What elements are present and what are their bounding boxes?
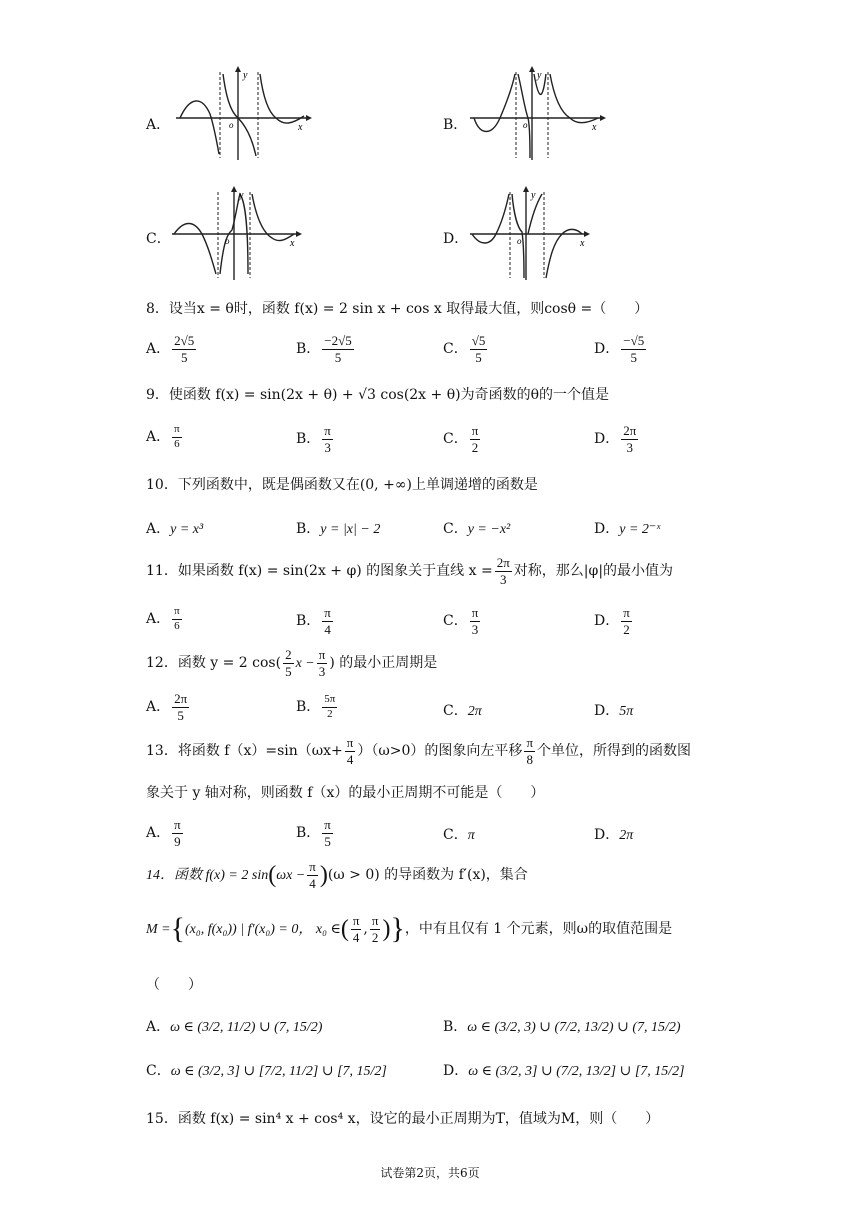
q12-option-a bbox=[146, 692, 191, 722]
q12-f2-den: 3 bbox=[318, 663, 326, 679]
q9-b-label: B． bbox=[296, 431, 321, 448]
q9-option-c bbox=[443, 424, 482, 454]
q9-b-num: π bbox=[324, 423, 331, 438]
q8-a-label: A． bbox=[146, 341, 171, 358]
q8-d-label: D． bbox=[594, 341, 620, 358]
q14-text-b: (ω > 0) 的导函数为 f′(x)，集合 bbox=[327, 867, 528, 884]
question-13-line-2: 象关于 y 轴对称，则函数 f（x）的最小正周期不可能是（ ） bbox=[146, 785, 545, 801]
q12-text-b: ) 的最小正周期是 bbox=[329, 655, 438, 672]
question-14-paren: （ ） bbox=[146, 977, 202, 993]
q11-a-den: 6 bbox=[174, 619, 180, 632]
q11-option-c bbox=[443, 606, 482, 636]
q12-b-den: 2 bbox=[327, 707, 333, 720]
question-8-text: 8．设当x = θ时，函数 f(x) = 2 sin x + cos x 取得最大值，则cosθ =（ ） bbox=[146, 301, 649, 317]
q8-option-c bbox=[443, 334, 489, 364]
q9-a-den: 6 bbox=[174, 437, 180, 450]
q8-d-num: −√5 bbox=[623, 333, 645, 348]
q12-text-a: 12．函数 y = 2 cos( bbox=[146, 655, 282, 672]
q14-option-d bbox=[443, 1060, 685, 1080]
q10-option-c bbox=[443, 518, 510, 538]
q13-a-label: A． bbox=[146, 825, 171, 842]
q14-set-f1-den: 4 bbox=[352, 929, 360, 945]
graph-c-origin-label: o bbox=[225, 236, 230, 246]
q13-f2-num: π bbox=[526, 735, 534, 750]
q8-option-d bbox=[594, 334, 648, 364]
q11-option-b bbox=[296, 606, 335, 636]
question-14-text: 14．函数 f(x) = 2 sin(ωx − $\frac{\pi}{4}$ )(ω > 0) 的导函数为 f′(x)，集合 bbox=[146, 859, 528, 891]
question-10-text: 10．下列函数中，既是偶函数又在(0, +∞)上单调递增的函数是 bbox=[146, 477, 538, 493]
q14-a-value: ω ∈ (3/2, 11/2) ∪ (7, 15/2) bbox=[170, 1020, 323, 1035]
q8-option-b bbox=[296, 334, 356, 364]
graph-c-x-label: x bbox=[290, 238, 295, 249]
q13-a-num: π bbox=[174, 817, 181, 832]
q11-option-d bbox=[594, 606, 634, 636]
graph-d-y-label: y bbox=[531, 190, 536, 201]
q9-d-den: 3 bbox=[626, 439, 634, 455]
q10-d-label: D． bbox=[594, 521, 620, 537]
q14-set-f2-num: π bbox=[371, 913, 379, 928]
q12-d-value: 5π bbox=[619, 704, 634, 719]
q14-b-value: ω ∈ (3/2, 3) ∪ (7/2, 13/2) ∪ (7, 15/2) bbox=[467, 1020, 681, 1035]
q13-text-b: 个单位，所得到的函数图 bbox=[537, 743, 692, 760]
q14-c-value: ω ∈ (3/2, 3] ∪ [7/2, 11/2] ∪ [7, 15/2] bbox=[170, 1064, 387, 1079]
q8-c-den: 5 bbox=[475, 349, 482, 365]
graph-option-d-label: D． bbox=[443, 231, 469, 247]
q12-a-num: 2π bbox=[174, 691, 188, 706]
q14-c-label: C． bbox=[146, 1063, 171, 1079]
q14-d-label: D． bbox=[443, 1063, 469, 1079]
q9-a-num: π bbox=[172, 424, 182, 438]
q9-a-label: A． bbox=[146, 429, 171, 446]
q13-d-value: 2π bbox=[619, 828, 634, 843]
q11-text-b: 对称，那么|φ|的最小值为 bbox=[513, 563, 674, 580]
q11-option-a bbox=[146, 606, 184, 632]
q13-a-den: 9 bbox=[174, 833, 181, 849]
q14-set-f1-num: π bbox=[352, 913, 360, 928]
q12-option-b bbox=[296, 694, 339, 720]
graph-a-x-label: x bbox=[298, 122, 303, 133]
graph-option-a bbox=[172, 66, 312, 162]
graph-b-x-label: x bbox=[592, 122, 597, 133]
q12-b-num: 5π bbox=[322, 694, 337, 708]
q11-c-label: C． bbox=[443, 613, 468, 630]
q14-text-a: 14．函数 f(x) = 2 sin bbox=[146, 868, 269, 884]
q14-set-tail: ，中有且仅有 1 个元素，则ω的取值范围是 bbox=[404, 921, 673, 938]
q14-a-label: A． bbox=[146, 1019, 171, 1035]
q14-option-c bbox=[146, 1060, 387, 1080]
q14-option-a bbox=[146, 1016, 322, 1036]
q12-option-c bbox=[443, 700, 482, 720]
q9-c-label: C． bbox=[443, 431, 468, 448]
q12-option-d bbox=[594, 700, 633, 720]
graph-b-origin-label: o bbox=[523, 120, 528, 130]
q13-c-value: π bbox=[467, 828, 475, 843]
q14-frac-num: π bbox=[309, 859, 316, 874]
q14-frac-den: 4 bbox=[309, 875, 316, 891]
q8-b-den: 5 bbox=[334, 349, 342, 365]
q13-text-mid: ）（ω>0）的图象向左平移 bbox=[357, 743, 523, 760]
q10-d-value: y = 2⁻ˣ bbox=[619, 522, 661, 537]
q14-set-body: (x₀, f(x₀)) | f′(x₀) = 0， x₀ ∈ bbox=[185, 922, 341, 938]
question-11-text bbox=[146, 556, 673, 586]
page-footer: 试卷第2页，共6页 bbox=[380, 1166, 480, 1180]
question-13-text bbox=[146, 736, 691, 766]
q11-frac-num: 2π bbox=[496, 555, 510, 570]
q10-option-b bbox=[296, 518, 380, 538]
graph-option-d bbox=[466, 186, 606, 282]
q14-inner: ωx − bbox=[276, 868, 306, 884]
q13-c-label: C． bbox=[443, 827, 468, 843]
q10-c-label: C． bbox=[443, 521, 468, 537]
q8-option-a bbox=[146, 334, 198, 364]
q13-option-c bbox=[443, 824, 475, 844]
q12-d-label: D． bbox=[594, 703, 620, 719]
q10-c-value: y = −x² bbox=[467, 522, 511, 537]
q12-a-label: A． bbox=[146, 699, 171, 716]
q9-d-label: D． bbox=[594, 431, 620, 448]
q11-b-label: B． bbox=[296, 613, 321, 630]
q9-d-num: 2π bbox=[623, 423, 637, 438]
q8-a-den: 5 bbox=[180, 349, 188, 365]
q13-option-b bbox=[296, 818, 335, 848]
q9-option-b bbox=[296, 424, 335, 454]
q8-d-den: 5 bbox=[630, 349, 637, 365]
q13-b-num: π bbox=[324, 817, 331, 832]
graph-option-b-label: B． bbox=[443, 117, 468, 133]
q8-c-num: √5 bbox=[471, 333, 486, 348]
graph-d-origin-label: o bbox=[517, 236, 522, 246]
graph-option-c-label: C． bbox=[146, 231, 171, 247]
q9-option-d bbox=[594, 424, 640, 454]
q11-c-den: 3 bbox=[471, 621, 479, 637]
q12-a-den: 5 bbox=[177, 707, 184, 723]
q12-c-label: C． bbox=[443, 703, 468, 719]
q12-b-label: B． bbox=[296, 699, 321, 716]
q14-option-b bbox=[443, 1016, 681, 1036]
q10-option-a bbox=[146, 518, 203, 538]
q8-c-label: C． bbox=[443, 341, 468, 358]
q13-text-a: 13．将函数 f（x）=sin（ωx+ bbox=[146, 743, 343, 760]
q9-option-a bbox=[146, 424, 184, 450]
question-12-text bbox=[146, 648, 437, 678]
q11-d-label: D． bbox=[594, 613, 620, 630]
q10-option-d bbox=[594, 518, 660, 538]
q11-d-num: π bbox=[623, 605, 630, 620]
graph-b-y-label: y bbox=[537, 70, 542, 81]
q12-f2-num: π bbox=[318, 647, 326, 662]
q11-a-label: A． bbox=[146, 611, 171, 628]
q8-b-label: B． bbox=[296, 341, 321, 358]
q14-b-label: B． bbox=[443, 1019, 468, 1035]
graph-c-y-label: y bbox=[239, 190, 244, 201]
q13-b-label: B． bbox=[296, 825, 321, 842]
graph-a-y-label: y bbox=[243, 70, 248, 81]
q9-b-den: 3 bbox=[324, 439, 331, 455]
q11-frac-den: 3 bbox=[500, 571, 507, 587]
question-14-set: M ={(x₀, f(x₀)) | f′(x₀) = 0， x₀ ∈( $\frac{\pi}{4}$ , $\frac{\pi}{2}$ )}，中有且仅有 1 个元素，则ω的取值范围是 bbox=[146, 912, 673, 946]
q14-set-f2-den: 2 bbox=[371, 929, 379, 945]
q8-b-num: −2√5 bbox=[324, 333, 352, 348]
q13-f1-den: 4 bbox=[346, 751, 354, 767]
graph-option-b bbox=[466, 66, 606, 162]
q11-c-num: π bbox=[471, 605, 479, 620]
q11-b-num: π bbox=[324, 605, 331, 620]
graph-option-c bbox=[168, 186, 308, 282]
graph-d-x-label: x bbox=[580, 238, 585, 249]
q9-c-den: 2 bbox=[471, 439, 479, 455]
q12-f1-num: 2 bbox=[285, 647, 292, 662]
question-15-text: 15．函数 f(x) = sin⁴ x + cos⁴ x，设它的最小正周期为T，值域为M，则（ ） bbox=[146, 1111, 660, 1127]
q11-a-num: π bbox=[172, 606, 182, 620]
q13-b-den: 5 bbox=[324, 833, 331, 849]
q12-f1-den: 5 bbox=[285, 663, 292, 679]
q10-b-label: B． bbox=[296, 521, 321, 537]
q11-b-den: 4 bbox=[324, 621, 331, 637]
question-9-text: 9．使函数 f(x) = sin(2x + θ) + √3 cos(2x + θ)为奇函数的θ的一个值是 bbox=[146, 387, 610, 403]
q10-b-value: y = |x| − 2 bbox=[320, 522, 381, 537]
graph-option-a-label: A． bbox=[146, 117, 171, 133]
graph-a-origin-label: o bbox=[229, 120, 234, 130]
q10-a-label: A． bbox=[146, 521, 171, 537]
q10-a-value: y = x³ bbox=[170, 522, 204, 537]
q14-d-value: ω ∈ (3/2, 3] ∪ (7/2, 13/2] ∪ [7, 15/2] bbox=[468, 1064, 685, 1079]
q12-c-value: 2π bbox=[467, 704, 482, 719]
q13-option-d bbox=[594, 824, 633, 844]
q14-set-m: M = bbox=[146, 922, 171, 938]
q13-option-a bbox=[146, 818, 185, 848]
q12-text-mid: x − bbox=[295, 656, 315, 672]
q9-c-num: π bbox=[471, 423, 479, 438]
q11-text-a: 11．如果函数 f(x) = sin(2x + φ) 的图象关于直线 x = bbox=[146, 563, 493, 580]
q13-f1-num: π bbox=[346, 735, 354, 750]
q11-d-den: 2 bbox=[623, 621, 630, 637]
q8-a-num: 2√5 bbox=[174, 333, 195, 348]
q13-d-label: D． bbox=[594, 827, 620, 843]
q13-f2-den: 8 bbox=[526, 751, 533, 767]
